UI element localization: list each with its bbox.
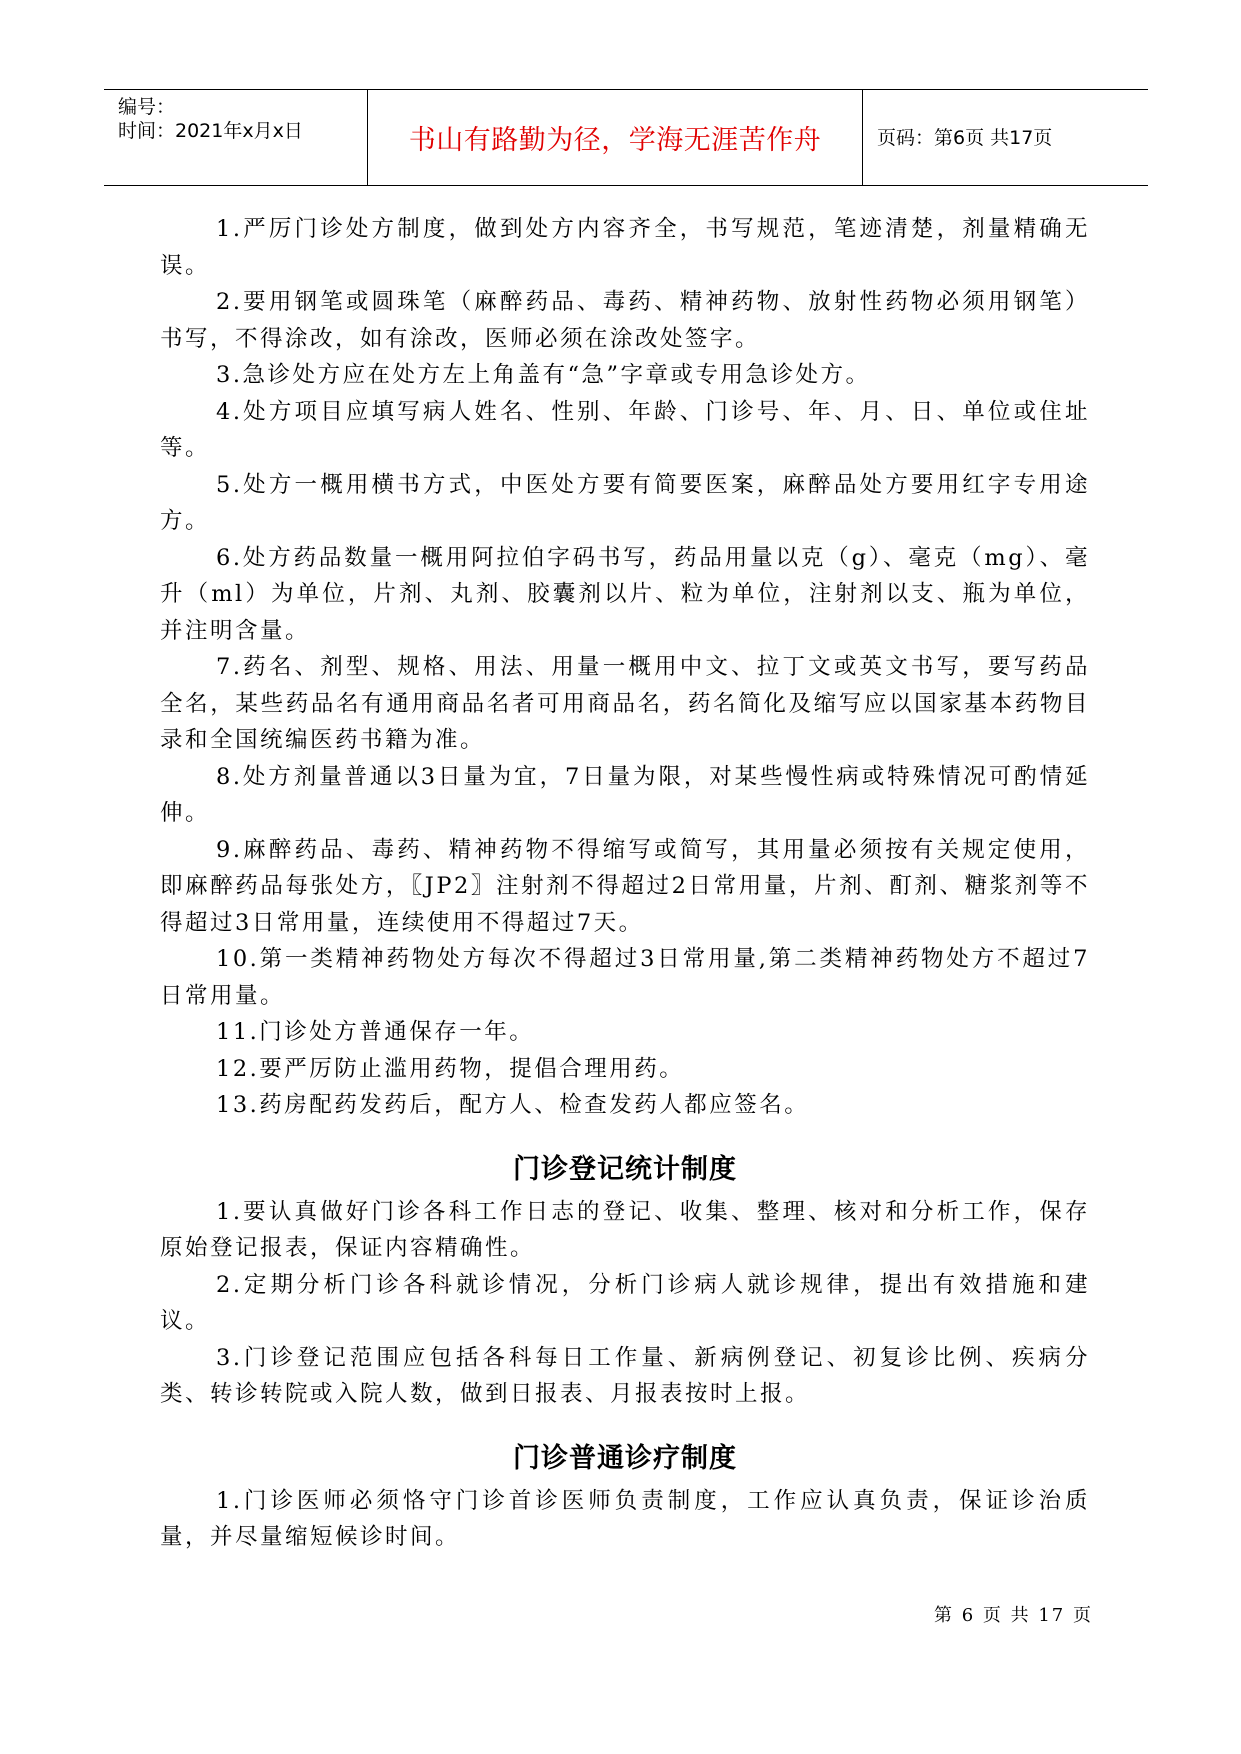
document-number-label: 编号： bbox=[118, 96, 176, 118]
list-item: 8.处方剂量普通以3日量为宜，7日量为限，对某些慢性病或特殊情况可酌情延伸。 bbox=[160, 763, 1090, 826]
header-motto: 书山有路勤为径，学海无涯苦作舟 bbox=[408, 125, 822, 156]
document-time-label: 时间：2021年x月x日 bbox=[118, 120, 303, 142]
page-header bbox=[104, 89, 1148, 186]
page-footer: 第 6 页 共 17 页 bbox=[934, 1605, 1093, 1626]
list-item: 6.处方药品数量一概用阿拉伯字码书写，药品用量以克（g）、毫克（mg）、毫升（ml）为单位，片剂、丸剂、胶囊剂以片、粒为单位，注射剂以支、瓶为单位，并注明含量。 bbox=[160, 544, 1090, 644]
list-item: 1.门诊医师必须恪守门诊首诊医师负责制度，工作应认真负责，保证诊治质量，并尽量缩短候诊时间。 bbox=[160, 1487, 1090, 1550]
header-motto-cell bbox=[368, 90, 863, 185]
list-item: 11.门诊处方普通保存一年。 bbox=[216, 1019, 535, 1045]
list-item: 7.药名、剂型、规格、用法、用量一概用中文、拉丁文或英文书写，要写药品全名，某些药品名有通用商品名者可用商品名，药名简化及缩写应以国家基本药物目录和全国统编医药书籍为准。 bbox=[160, 654, 1090, 753]
list-item: 2.定期分析门诊各科就诊情况，分析门诊病人就诊规律，提出有效措施和建议。 bbox=[160, 1271, 1090, 1334]
list-item: 2.要用钢笔或圆珠笔（麻醉药品、毒药、精神药物、放射性药物必须用钢笔）书写，不得涂改，如有涂改，医师必须在涂改处签字。 bbox=[160, 289, 1090, 352]
header-page-cell bbox=[863, 90, 1148, 185]
list-item: 3.急诊处方应在处方左上角盖有“急”字章或专用急诊处方。 bbox=[216, 362, 871, 388]
list-item: 9.麻醉药品、毒药、精神药物不得缩写或简写，其用量必须按有关规定使用，即麻醉药品每张处方，〖JP2〗注射剂不得超过2日常用量，片剂、酊剂、糖浆剂等不得超过3日常用量，连续使用不得超过7天。 bbox=[160, 836, 1090, 936]
section-title-clinic: 门诊普通诊疗制度 bbox=[513, 1442, 737, 1474]
list-item: 3.门诊登记范围应包括各科每日工作量、新病例登记、初复诊比例、疾病分类、转诊转院或入院人数，做到日报表、月报表按时上报。 bbox=[160, 1344, 1090, 1407]
registration-rules bbox=[160, 1194, 1090, 1413]
list-item: 12.要严厉防止滥用药物，提倡合理用药。 bbox=[216, 1055, 685, 1082]
header-page-number: 页码：第6页 共17页 bbox=[877, 127, 1053, 149]
list-item: 1.严厉门诊处方制度，做到处方内容齐全，书写规范，笔迹清楚，剂量精确无误。 bbox=[160, 216, 1090, 279]
list-item: 13.药房配药发药后，配方人、检查发药人都应签名。 bbox=[216, 1092, 810, 1118]
header-info-cell bbox=[104, 90, 368, 185]
clinic-rules bbox=[160, 1483, 1090, 1556]
list-item: 10.第一类精神药物处方每次不得超过3日常用量,第二类精神药物处方不超过7日常用量。 bbox=[160, 946, 1090, 1009]
document-body bbox=[160, 211, 1090, 1556]
list-item: 4.处方项目应填写病人姓名、性别、年龄、门诊号、年、月、日、单位或住址等。 bbox=[160, 398, 1090, 461]
list-item: 1.要认真做好门诊各科工作日志的登记、收集、整理、核对和分析工作，保存原始登记报表，保证内容精确性。 bbox=[160, 1198, 1090, 1261]
prescription-rules bbox=[160, 211, 1090, 1124]
list-item: 5.处方一概用横书方式，中医处方要有简要医案，麻醉品处方要用红字专用途方。 bbox=[160, 471, 1090, 534]
section-title-registration: 门诊登记统计制度 bbox=[513, 1153, 737, 1185]
